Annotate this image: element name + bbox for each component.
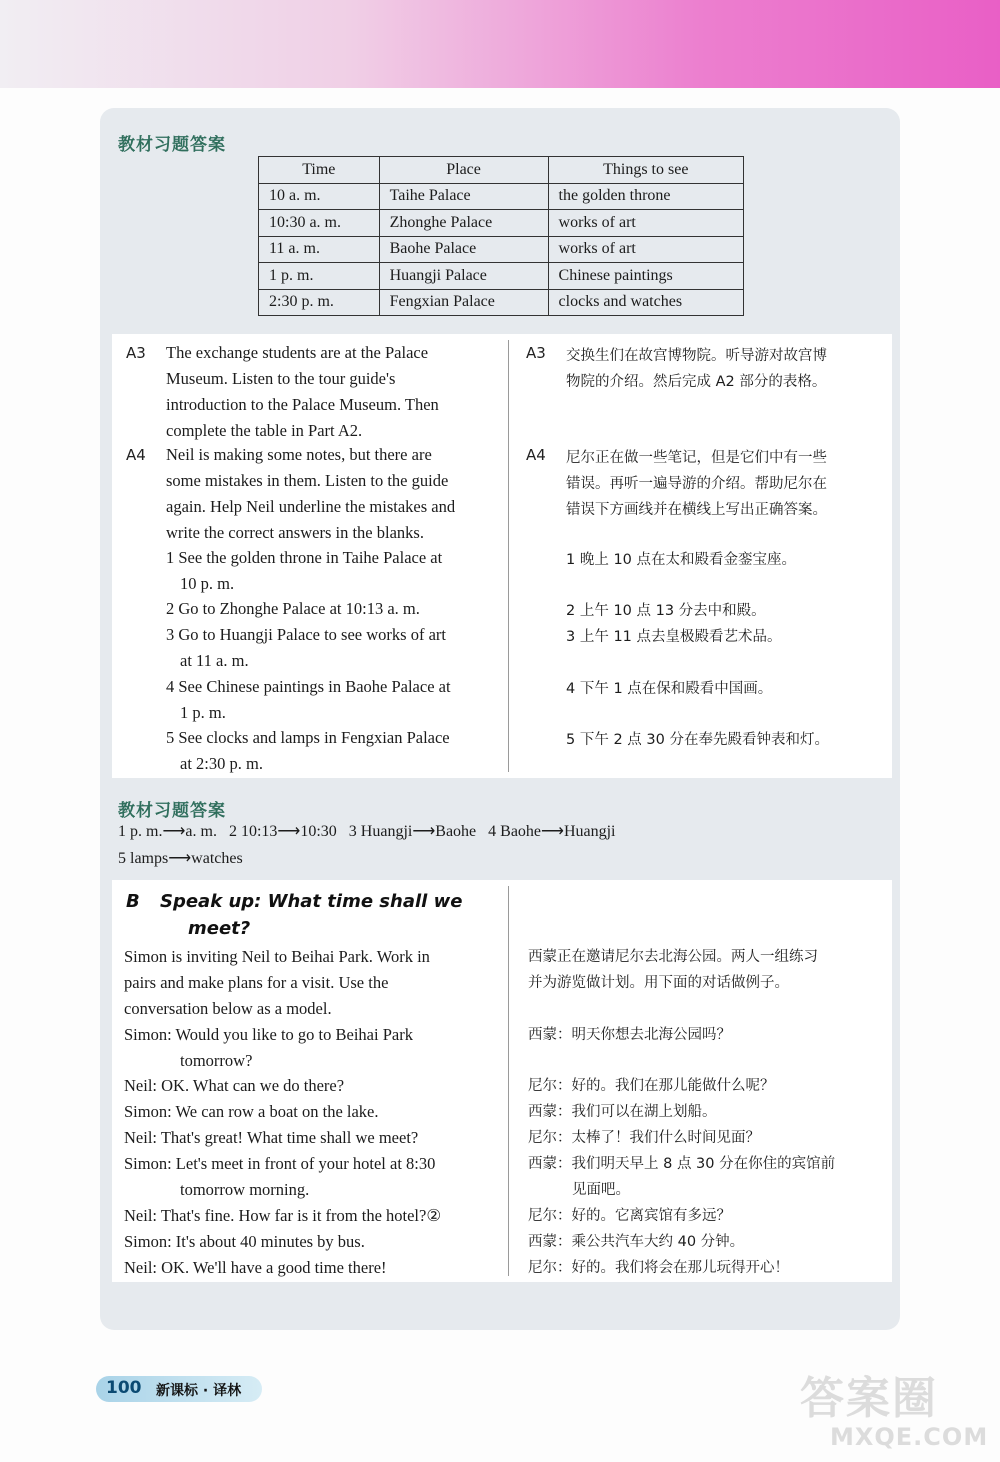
dialogue-line: Neil: OK. We'll have a good time there!: [124, 1258, 387, 1277]
a3-zh-line: 交换生们在故宫博物院。听导游对故宫博: [566, 348, 827, 364]
a4-item: 3 Go to Huangji Palace to see works of art: [166, 625, 446, 644]
table-row: [259, 289, 744, 316]
answer-correct: 10:30: [300, 823, 337, 840]
dialogue-line: Simon: Would you like to go to Beihai Park: [124, 1025, 413, 1044]
a4-en-line: again. Help Neil underline the mistakes and: [166, 497, 456, 516]
dialogue-zh-line: 尼尔：好的。我们将会在那儿玩得开心！: [528, 1260, 789, 1276]
place-cell: Baohe Palace: [379, 236, 548, 263]
watermark-logo: [800, 1375, 988, 1451]
intro-zh-line: 并为游览做计划。用下面的对话做例子。: [528, 975, 789, 991]
column-divider: [508, 340, 509, 772]
watermark-text: 答案圈: [800, 1373, 938, 1424]
a4-item: at 2:30 p. m.: [180, 754, 263, 773]
arrow-icon: ⟶: [412, 823, 436, 840]
column-header-time: Time: [259, 157, 380, 184]
a4-en-line: some mistakes in them. Listen to the guide: [166, 471, 449, 490]
dialogue-line: Neil: That's great! What time shall we meet?: [124, 1128, 419, 1147]
time-cell: 10:30 a. m.: [259, 210, 380, 237]
page-number: 100: [106, 1378, 142, 1398]
column-header-things: Things to see: [548, 157, 743, 184]
place-cell: Zhonghe Palace: [379, 210, 548, 237]
dialogue-line: Neil: That's fine. How far is it from the hotel?②: [124, 1206, 442, 1225]
time-cell: 1 p. m.: [259, 263, 380, 290]
table-row: [259, 236, 744, 263]
dialogue-line: Neil: OK. What can we do there?: [124, 1076, 345, 1095]
answer-wrong: 4 Baohe: [488, 823, 542, 840]
book-title: 新课标 · 译林: [156, 1383, 242, 1399]
speak-title: meet?: [188, 918, 251, 939]
answer-wrong: 5 lamps: [118, 850, 169, 867]
section-title: 教材习题答案: [118, 135, 226, 155]
dialogue-line: Simon: Let's meet in front of your hotel at 8:30: [124, 1154, 436, 1173]
dialogue-zh-line: 尼尔：太棒了！我们什么时间见面？: [528, 1130, 760, 1146]
a4-item: 2 Go to Zhonghe Palace at 10:13 a. m.: [166, 599, 420, 618]
a4-zh-item: 2 上午 10 点 13 分去中和殿。: [566, 603, 766, 619]
dialogue-zh-line: 西蒙：明天你想去北海公园吗？: [528, 1027, 731, 1043]
time-cell: 10 a. m.: [259, 183, 380, 210]
arrow-icon: ⟶: [162, 823, 186, 840]
dialogue-zh-line: 尼尔：好的。我们在那儿能做什么呢？: [528, 1078, 775, 1094]
time-cell: 2:30 p. m.: [259, 289, 380, 316]
speak-title: Speak up: What time shall we: [160, 891, 463, 912]
table-row: [259, 263, 744, 290]
things-cell: Chinese paintings: [548, 263, 743, 290]
dialogue-zh-line: 西蒙：我们明天早上 8 点 30 分在你住的宾馆前: [528, 1156, 836, 1172]
a4-zh-item: 4 下午 1 点在保和殿看中国画。: [566, 681, 773, 697]
dialogue-line: Simon: We can row a boat on the lake.: [124, 1102, 379, 1121]
schedule-table: [258, 156, 744, 316]
a4-en-line: Neil is making some notes, but there are: [166, 445, 432, 464]
a3-label: A3: [126, 344, 146, 362]
a4-item: 1 See the golden throne in Taihe Palace at: [166, 548, 443, 567]
a4-zh-item: 1 晚上 10 点在太和殿看金銮宝座。: [566, 552, 797, 568]
a4-zh-line: 错误。再听一遍导游的介绍。帮助尼尔在: [566, 476, 827, 492]
answer-correct: watches: [191, 850, 243, 867]
dialogue-line: tomorrow morning.: [180, 1180, 310, 1199]
answer-correct: Baohe: [435, 823, 477, 840]
answer-correct: Huangji: [563, 823, 616, 840]
answer-line: [118, 848, 243, 868]
table-header-row: [259, 157, 744, 184]
table-row: [259, 210, 744, 237]
speak-label: B: [126, 891, 140, 912]
place-cell: Huangji Palace: [379, 263, 548, 290]
arrow-icon: ⟶: [277, 823, 301, 840]
dialogue-zh-line: 见面吧。: [572, 1182, 630, 1198]
dialogue-line: Simon: It's about 40 minutes by bus.: [124, 1232, 365, 1251]
a4-zh-item: 5 下午 2 点 30 分在奉先殿看钟表和灯。: [566, 732, 829, 748]
things-cell: works of art: [548, 210, 743, 237]
a4-en-line: write the correct answers in the blanks.: [166, 523, 424, 542]
a4-item: at 11 a. m.: [180, 651, 249, 670]
a4-zh-line: 尼尔正在做一些笔记，但是它们中有一些: [566, 450, 827, 466]
time-cell: 11 a. m.: [259, 236, 380, 263]
watermark-url: MXQE.COM: [830, 1423, 989, 1451]
table-row: [259, 183, 744, 210]
a3-zh-label: A3: [526, 344, 546, 362]
things-cell: clocks and watches: [548, 289, 743, 316]
a3-en-line: introduction to the Palace Museum. Then: [166, 395, 439, 414]
a4-zh-label: A4: [526, 446, 546, 464]
things-cell: the golden throne: [548, 183, 743, 210]
answer-wrong: 2 10:13: [228, 823, 278, 840]
answer-line: [118, 821, 616, 841]
decorative-header-band: [0, 0, 1000, 88]
a3-zh-line: 物院的介绍。然后完成 A2 部分的表格。: [566, 374, 827, 390]
a4-item: 4 See Chinese paintings in Baohe Palace at: [166, 677, 451, 696]
column-header-place: Place: [379, 157, 548, 184]
place-cell: Fengxian Palace: [379, 289, 548, 316]
a4-item: 1 p. m.: [180, 703, 226, 722]
things-cell: works of art: [548, 236, 743, 263]
intro-zh-line: 西蒙正在邀请尼尔去北海公园。两人一组练习: [528, 949, 818, 965]
column-divider: [508, 886, 509, 1276]
a3-en-line: complete the table in Part A2.: [166, 421, 363, 440]
dialogue-zh-line: 尼尔：好的。它离宾馆有多远？: [528, 1208, 731, 1224]
answer-wrong: 3 Huangji: [348, 823, 413, 840]
section-title: 教材习题答案: [118, 801, 226, 821]
place-cell: Taihe Palace: [379, 183, 548, 210]
dialogue-line: tomorrow?: [180, 1051, 253, 1070]
a4-zh-line: 错误下方画线并在横线上写出正确答案。: [566, 502, 827, 518]
arrow-icon: ⟶: [168, 850, 192, 867]
intro-line: conversation below as a model.: [124, 999, 332, 1018]
answer-correct: a. m.: [185, 823, 217, 840]
dialogue-zh-line: 西蒙：我们可以在湖上划船。: [528, 1104, 717, 1120]
intro-line: Simon is inviting Neil to Beihai Park. Work in: [124, 947, 430, 966]
intro-line: pairs and make plans for a visit. Use the: [124, 973, 389, 992]
a4-label: A4: [126, 446, 146, 464]
a4-item: 10 p. m.: [180, 574, 235, 593]
a3-en-line: Museum. Listen to the tour guide's: [166, 369, 396, 388]
answer-wrong: 1 p. m.: [118, 823, 163, 840]
page-footer: [96, 1376, 262, 1402]
a3-en-line: The exchange students are at the Palace: [166, 343, 429, 362]
a4-item: 5 See clocks and lamps in Fengxian Palace: [166, 728, 450, 747]
dialogue-zh-line: 西蒙：乘公共汽车大约 40 分钟。: [528, 1234, 745, 1250]
a4-zh-item: 3 上午 11 点去皇极殿看艺术品。: [566, 629, 782, 645]
arrow-icon: ⟶: [541, 823, 564, 840]
